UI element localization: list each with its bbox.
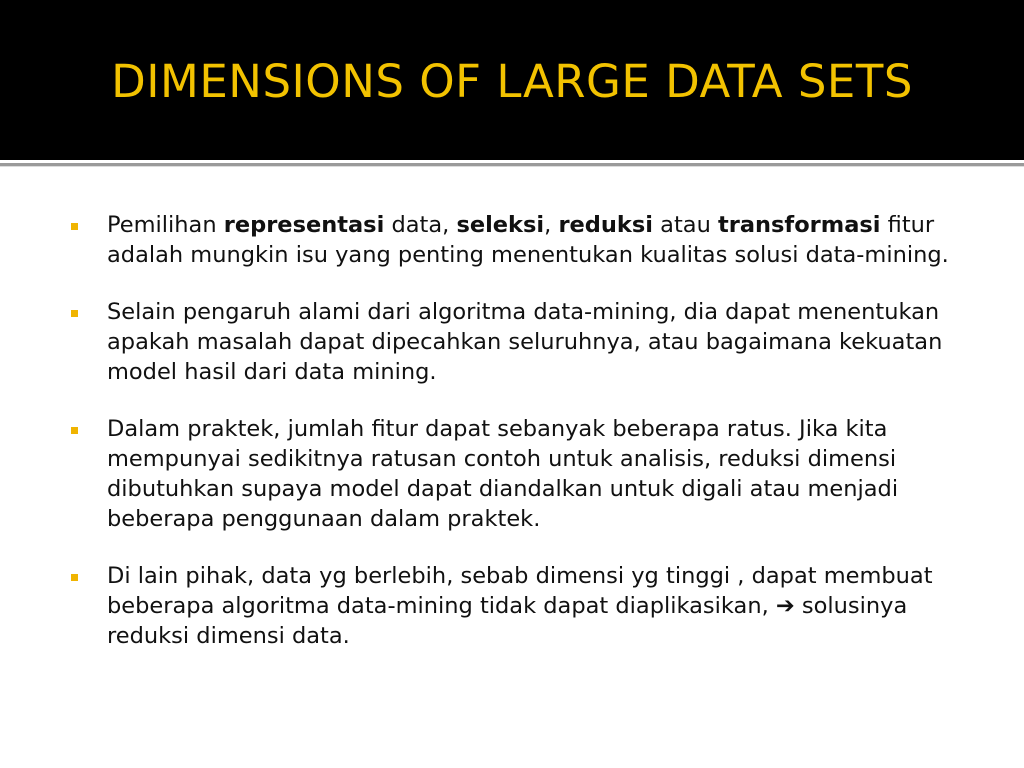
- bullet-item: [71, 561, 971, 651]
- bold-term: reduksi: [558, 212, 654, 238]
- bullet-item: [71, 414, 971, 534]
- bullet-text: [107, 210, 971, 270]
- bullet-text: Dalam praktek, jumlah fitur dapat sebanyak beberapa ratus. Jika kita mempunyai sedikitnya ratusan contoh untuk analisis, reduksi dimensi dibutuhkan supaya model dapat diandalkan untuk digali atau menjadi beberapa penggunaan dalam praktek.: [107, 416, 899, 532]
- bullet-text: [107, 561, 971, 651]
- square-bullet-icon: [71, 223, 78, 230]
- text-run: solusinya reduksi dimensi data.: [107, 593, 908, 649]
- bullet-list: [71, 210, 971, 678]
- bold-term: representasi: [223, 212, 385, 238]
- bold-term: seleksi: [456, 212, 545, 238]
- text-run: atau: [653, 212, 718, 238]
- square-bullet-icon: [71, 427, 78, 434]
- square-bullet-icon: [71, 574, 78, 581]
- bullet-item: [71, 210, 971, 270]
- text-run: data,: [384, 212, 457, 238]
- text-run: Pemilihan: [107, 212, 224, 238]
- text-run: Di lain pihak, data yg berlebih, sebab dimensi yg tinggi , dapat membuat beberapa algoritma data-mining tidak dapat diaplikasikan,: [107, 563, 933, 619]
- text-run: fitur adalah mungkin isu yang penting menentukan kualitas solusi data-mining.: [107, 212, 949, 268]
- bullet-text: Selain pengaruh alami dari algoritma data-mining, dia dapat menentukan apakah masalah dapat dipecahkan seluruhnya, atau bagaimana kekuatan model hasil dari data mining.: [107, 299, 943, 385]
- title-band: [0, 0, 1024, 160]
- bullet-item: [71, 297, 971, 387]
- slide-title: DIMENSIONS OF LARGE DATA SETS: [111, 55, 913, 108]
- bold-term: transformasi: [717, 212, 881, 238]
- right-arrow-icon: ➔: [775, 593, 795, 619]
- text-run: ,: [544, 212, 559, 238]
- title-divider-highlight: [0, 166, 1024, 167]
- square-bullet-icon: [71, 310, 78, 317]
